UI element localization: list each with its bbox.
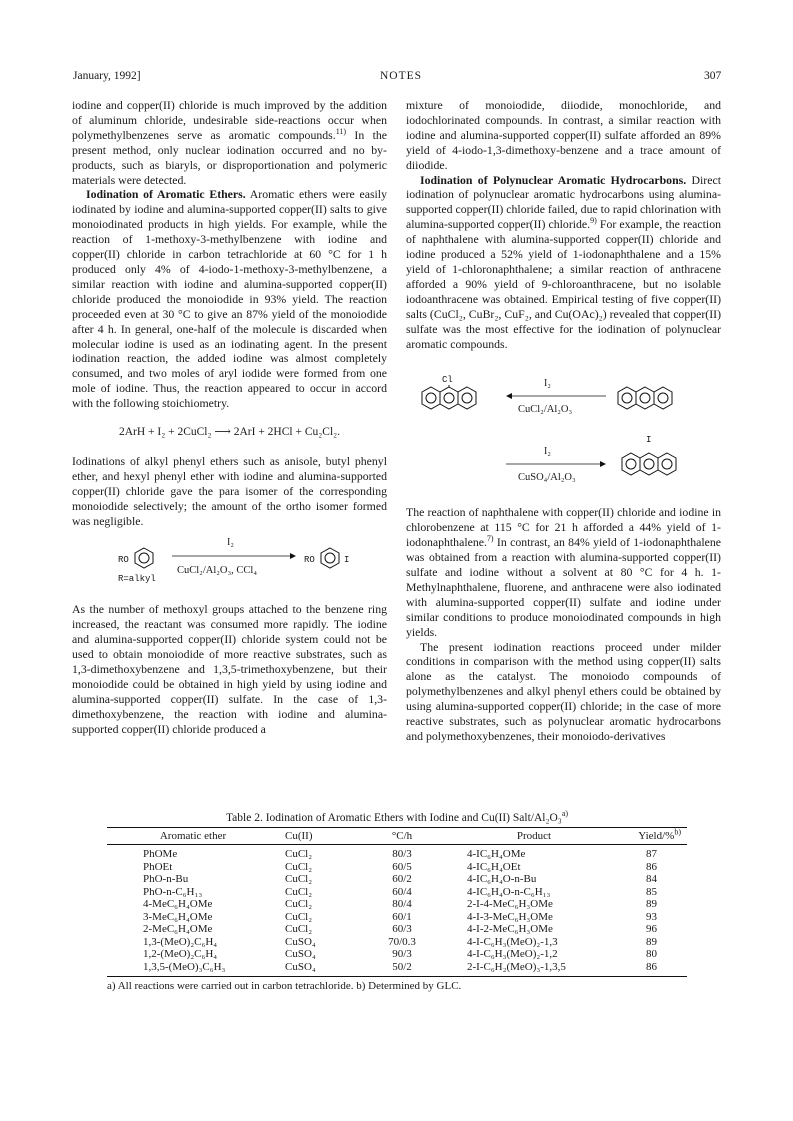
table-cell: PhOMe bbox=[143, 848, 178, 860]
reference-mark: 11) bbox=[335, 126, 347, 136]
table-cell: 2-I-4-MeC₆H₃OMe bbox=[467, 898, 553, 910]
footnote-mark: a) bbox=[561, 809, 569, 819]
table-cell: 80 bbox=[646, 948, 657, 960]
reaction-arrow-left-icon bbox=[506, 392, 606, 400]
benzene-ring-icon bbox=[132, 546, 156, 570]
column-header: °C/h bbox=[391, 830, 413, 842]
paragraph bbox=[406, 505, 721, 639]
table-cell: CuSO₄ bbox=[285, 960, 316, 973]
paragraph-text: For example, the reaction of naphthalene with alumina-supported copper(II) chloride and iodine produced a 52% yield of 1-iodonaphthalene and a 15% yield of 1-chloronaphthalene; a similar reaction of anthracene afforded a 90% yield of 9-chloroanthracene, but no isolable iodoanthracene was obtained. Empirical testing of five copper(II) salts (CuCl₂, CuBr₂, CuF₂, and Cu(OAc)₂) revealed that copper(II) sulfate was the most effective for the iodination of polynuclear aromatic compounds. bbox=[406, 217, 721, 351]
reference-mark: 9) bbox=[590, 216, 597, 226]
table-cell: PhO-n-Bu bbox=[143, 873, 189, 885]
conditions-label: CuCl₂/Al₂O₃, CCl₄ bbox=[177, 565, 257, 577]
table-cell: 70/0.3 bbox=[388, 935, 416, 948]
paragraph: mixture of monoiodide, diiodide, monochloride, and iodochlorinated compounds. In contrast, a similar reaction with iodine and alumina-supported copper(II) sulfate afforded an 89% yield of 4-iodo-1,3-dimethoxy-benzene and a trace amount of diiodide. bbox=[406, 98, 721, 172]
iodo-label: I bbox=[344, 555, 350, 566]
table-cell: CuCl₂ bbox=[285, 873, 313, 885]
paragraph-text: In the present method, only nuclear iodination occurred and no by-products, such as biaryls, or disproportionation and polymeric materials were detected. bbox=[72, 127, 387, 187]
footnote-mark: b) bbox=[674, 827, 681, 837]
table-footnote: a) All reactions were carried out in carbon tetrachloride. b) Determined by GLC. bbox=[107, 980, 462, 992]
table-cell: CuCl₂ bbox=[285, 848, 313, 860]
reference-mark: 7) bbox=[486, 534, 494, 544]
table-cell: 60/3 bbox=[392, 923, 412, 935]
reaction-scheme-1 bbox=[72, 534, 387, 598]
table-row bbox=[107, 961, 687, 977]
table-cell: 87 bbox=[646, 848, 657, 860]
table-cell: 86 bbox=[646, 860, 657, 873]
conditions-label: CuSO₄/Al₂O₃ bbox=[518, 472, 576, 484]
column-header bbox=[625, 828, 687, 845]
chloroanthracene-icon bbox=[420, 385, 486, 411]
reaction-arrow-icon bbox=[506, 460, 606, 468]
table-cell: PhOEt bbox=[143, 860, 173, 873]
table-cell: 4-IC₆H₄O-n-Bu bbox=[467, 873, 537, 885]
header-text: Yield/% bbox=[638, 830, 675, 842]
table-row bbox=[107, 873, 687, 886]
table-cell: 60/1 bbox=[392, 910, 412, 923]
benzene-ring-icon bbox=[318, 546, 342, 570]
reagent-label: I₂ bbox=[544, 446, 551, 458]
table-row bbox=[107, 845, 687, 861]
table-cell: CuSO₄ bbox=[285, 935, 316, 948]
iodo-label: I bbox=[646, 435, 652, 446]
table-cell: 4-MeC₆H₄OMe bbox=[143, 898, 213, 910]
table-cell: 4-I-C₆H₃(MeO)₂-1,2 bbox=[467, 948, 558, 960]
table-cell: 60/4 bbox=[392, 885, 412, 898]
paragraph: The present iodination reactions proceed under milder conditions in comparison with the method using copper(II) salts alone as the catalyst. The monoiodo compounds of polymethylbenzenes and alkyl phenyl ethers could be obtained by using alumina-supported copper(II) chloride; in the case of more reactive substrates, such as polynuclear aromatic hydrocarbons and polymethoxybenzenes, their monoiodo-derivatives bbox=[406, 639, 721, 743]
table-cell: CuCl₂ bbox=[285, 923, 313, 935]
table-cell: 50/2 bbox=[392, 960, 412, 973]
table-cell: 85 bbox=[646, 885, 657, 898]
anthracene-icon bbox=[616, 385, 682, 411]
section-heading: Iodination of Polynuclear Aromatic Hydrocarbons. bbox=[420, 172, 687, 187]
paragraph bbox=[72, 187, 387, 411]
table-cell: 86 bbox=[646, 960, 657, 973]
table-cell: 2-MeC₆H₄OMe bbox=[143, 923, 213, 935]
stoichiometry-equation: 2ArH + I₂ + 2CuCl₂ ⟶ 2ArI + 2HCl + Cu₂Cl₂. bbox=[118, 426, 341, 439]
table-cell: CuCl₂ bbox=[285, 898, 313, 910]
running-section: NOTES bbox=[380, 70, 423, 82]
table-cell: 60/2 bbox=[392, 873, 412, 885]
table-cell: 4-IC₆H₄OMe bbox=[467, 848, 526, 860]
conditions-label: CuCl₂/Al₂O₃ bbox=[518, 404, 573, 416]
table-cell: PhO-n-C₆H₁₃ bbox=[143, 885, 203, 898]
table-cell: 80/4 bbox=[392, 898, 412, 910]
table-cell: 89 bbox=[646, 898, 657, 910]
running-date: January, 1992] bbox=[73, 70, 141, 82]
table-2 bbox=[107, 809, 687, 992]
table-cell: 60/5 bbox=[392, 860, 412, 873]
table-row bbox=[107, 898, 687, 911]
paragraph-text: Direct iodination of polynuclear aromatic hydrocarbons using alumina-supported copper(II) chloride failed, due to rapid chlorination with alumina-supported copper(II) chloride. bbox=[406, 172, 721, 232]
table-cell: 3-MeC₆H₄OMe bbox=[143, 910, 213, 923]
paragraph-text: In contrast, an 84% yield of 1-iodonaphthalene was obtained from a reaction with alumina-supported copper(II) sulfate and iodine without a solvent at 80 °C for 4 h. 1-Methylnaphthalene, fluorene, and anthracene were also iodinated with alumina-supported copper(II) sulfate and iodine under similar conditions to produce monoiodinated compounds in high yields. bbox=[406, 535, 721, 639]
table-cell: 4-I-C₆H₃(MeO)₂-1,3 bbox=[467, 935, 558, 948]
table-cell: 4-I-3-MeC₆H₃OMe bbox=[467, 910, 553, 923]
table-cell: CuSO₄ bbox=[285, 948, 316, 960]
paragraph: As the number of methoxyl groups attached to the benzene ring increased, the reactant was consumed more rapidly. The iodine and alumina-supported copper(II) chloride system could not be used to obtain monoiodide of more reactive substrates, such as 1,3-dimethoxybenzene and 1,3,5-trimethoxybenzene, but their monoiodide could be obtained in high yield by using iodine and alumina-supported copper(II) sulfate. In the case of 1,3-dimethoxybenzene, the reaction with iodine and alumina-supported copper(II) chloride produced a bbox=[72, 602, 387, 736]
column-header: Cu(II) bbox=[285, 830, 313, 842]
table-cell: 1,2-(MeO)₂C₆H₄ bbox=[143, 948, 218, 960]
paragraph: Iodinations of alkyl phenyl ethers such as anisole, butyl phenyl ether, and hexyl phenyl ether with iodine and alumina-supported copper(II) chloride gave the para isomer of the corresponding monoiodide selectively; the amount of the ortho isomer formed was negligible. bbox=[72, 453, 387, 528]
table-row bbox=[107, 936, 687, 949]
reaction-arrow-icon bbox=[172, 552, 296, 560]
left-column bbox=[72, 98, 387, 737]
page-number: 307 bbox=[704, 70, 722, 82]
table-cell: 2-I-C₆H₂(MeO)₃-1,3,5 bbox=[467, 960, 566, 973]
right-column bbox=[406, 98, 721, 744]
paragraph bbox=[406, 173, 721, 352]
table-cell: CuCl₂ bbox=[285, 885, 313, 898]
reaction-scheme-2 bbox=[406, 373, 721, 495]
caption-text: Table 2. Iodination of Aromatic Ethers with Iodine and Cu(II) Salt/Al₂O₃ bbox=[225, 812, 562, 824]
column-header: Aromatic ether bbox=[159, 830, 227, 842]
table-row bbox=[107, 861, 687, 874]
iodoanthracene-icon bbox=[620, 451, 686, 477]
table-cell: 84 bbox=[646, 873, 657, 885]
table-cell: CuCl₂ bbox=[285, 910, 313, 923]
table-cell: 96 bbox=[646, 923, 657, 935]
section-heading: Iodination of Aromatic Ethers. bbox=[86, 187, 246, 202]
table-cell: 93 bbox=[646, 910, 657, 923]
table-header-row bbox=[107, 828, 687, 845]
r-definition: R=alkyl bbox=[118, 574, 156, 585]
table-row bbox=[107, 886, 687, 899]
table-cell: 1,3-(MeO)₂C₆H₄ bbox=[143, 935, 218, 948]
chloro-label: Cl bbox=[442, 375, 453, 386]
paragraph-text: iodine and copper(II) chloride is much improved by the addition of aluminum chloride, undesirable side-reactions occur when polymethylbenzenes serve as aromatic compounds. bbox=[72, 98, 387, 142]
table-cell: 90/3 bbox=[392, 948, 412, 960]
table-cell: 80/3 bbox=[392, 848, 412, 860]
paragraph-text: Aromatic ethers were easily iodinated by iodine and alumina-supported copper(II) salts to give monoiodinated products in high yields. For example, while the reaction of 1-methoxy-3-methylbenzene with iodine and copper(II) chloride in carbon tetrachloride at 60 °C for 1 h produced only 4% of 4-iodo-1-methoxy-3-methylbenzene, a similar reaction with iodine and alumina-supported copper(II) chloride produced the monoiodide in 93% yield. The reaction proceeded even at 30 °C to give an 87% yield of the monoiodide after 4 h. In general, one-half of the molecule is discarded when molecular iodine is used as an iodinating agent. In the present iodination reaction, the added iodine was almost completely consumed, and two moles of aryl iodide were formed from one mole of iodine. Thus, the reaction appeared to occur in accord with the following stoichiometry. bbox=[72, 187, 387, 411]
table-cell: CuCl₂ bbox=[285, 860, 313, 873]
paragraph-text: The reaction of naphthalene with copper(II) chloride and iodine in chlorobenzene at 115 °C for 21 h afforded a 44% yield of 1-iodonaphthalene. bbox=[406, 505, 721, 550]
reagent-label: I₂ bbox=[227, 537, 234, 549]
table-row bbox=[107, 911, 687, 924]
table-caption bbox=[107, 809, 687, 824]
table-row bbox=[107, 923, 687, 936]
table-cell: 4-IC₆H₄OEt bbox=[467, 860, 521, 873]
table-cell: 4-IC₆H₄O-n-C₆H₁₃ bbox=[467, 885, 551, 898]
paragraph bbox=[72, 98, 387, 187]
reagent-label: I₂ bbox=[544, 378, 551, 390]
table-row bbox=[107, 948, 687, 961]
results-table bbox=[107, 827, 687, 977]
ro-label: RO bbox=[304, 555, 315, 566]
table-cell: 4-I-2-MeC₆H₃OMe bbox=[467, 923, 553, 935]
table-cell: 89 bbox=[646, 935, 657, 948]
ro-label: RO bbox=[118, 555, 129, 566]
table-cell: 1,3,5-(MeO)₃C₆H₃ bbox=[143, 960, 226, 973]
column-header: Product bbox=[516, 830, 552, 842]
